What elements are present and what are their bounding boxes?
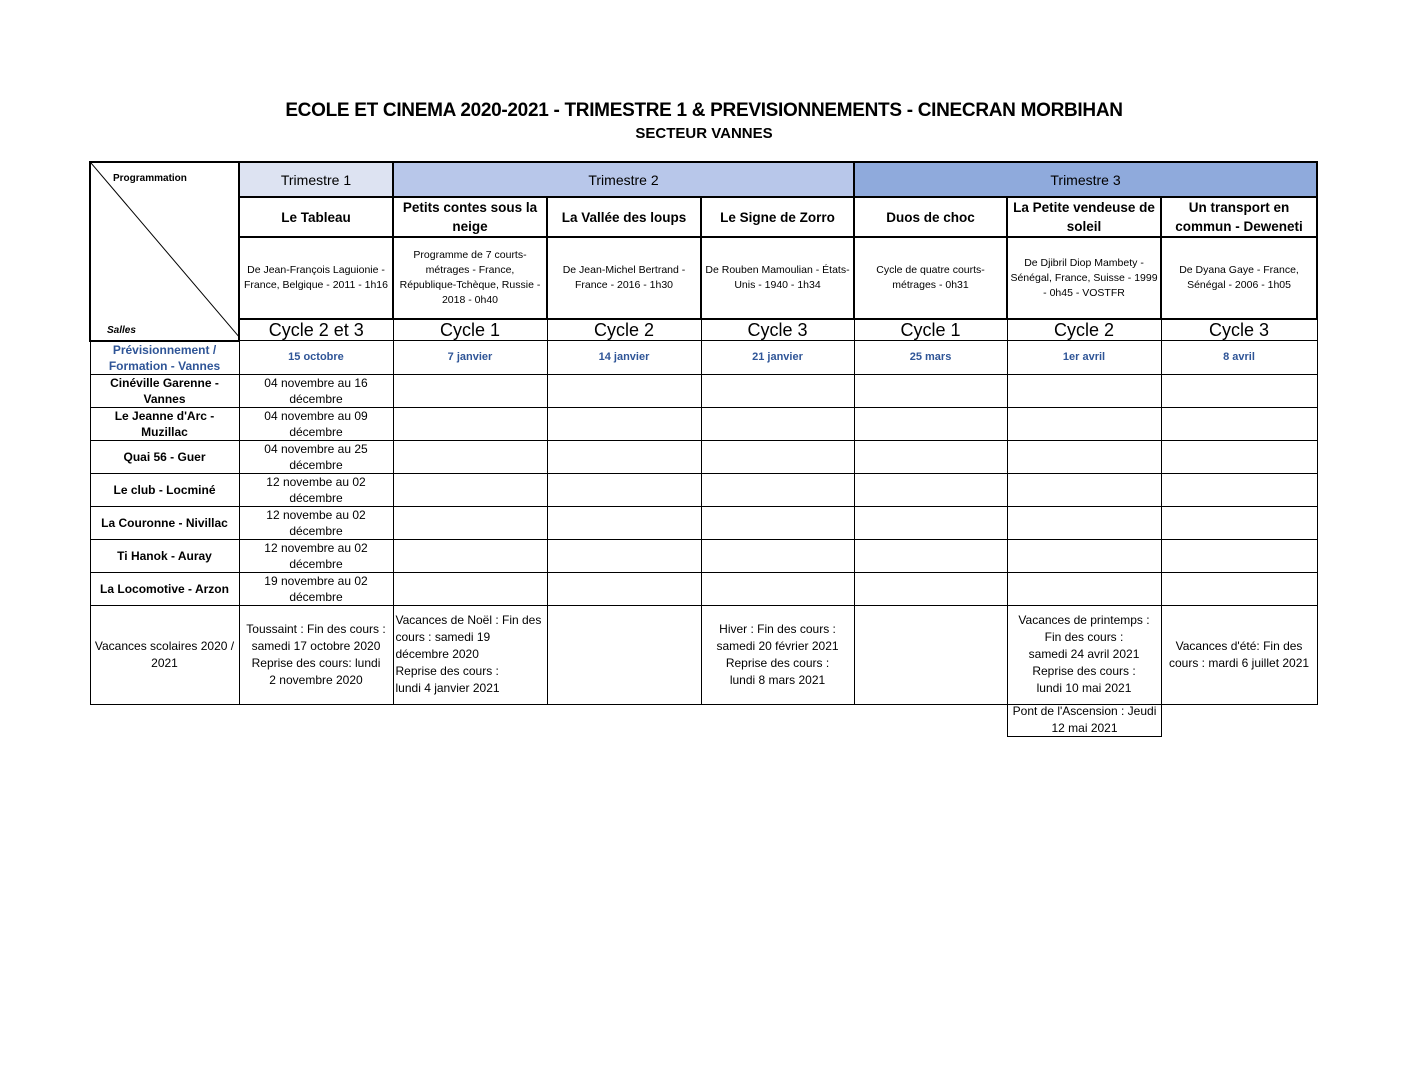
film-cycle: Cycle 2 xyxy=(1007,319,1161,341)
holiday-line: samedi 20 février 2021 xyxy=(716,638,839,653)
trimester-1-header: Trimestre 1 xyxy=(239,162,393,197)
holiday-line: cours : mardi 6 juillet 2021 xyxy=(1168,655,1310,670)
holiday-line: Fin des cours : xyxy=(1044,630,1124,644)
holiday-info xyxy=(393,605,547,704)
holiday-line: Reprise des cours : xyxy=(1032,664,1136,678)
preview-date: 14 janvier xyxy=(547,341,701,375)
cinema-name: La Locomotive - Arzon xyxy=(90,572,239,605)
cinema-name: Cinéville Garenne - Vannes xyxy=(90,374,239,407)
cinema-name: Le club - Locminé xyxy=(90,473,239,506)
holidays-row xyxy=(90,605,1317,704)
holiday-line: lundi 8 mars 2021 xyxy=(729,672,826,687)
header-corner-cell xyxy=(90,162,239,341)
holiday-line: Pont de l'Ascension : Jeudi xyxy=(1012,704,1157,718)
screening-dates: 19 novembre au 02 décembre xyxy=(239,572,393,605)
holiday-info xyxy=(1007,605,1161,704)
holiday-info xyxy=(1161,605,1317,704)
preview-label: Prévisionnement / Formation - Vannes xyxy=(90,341,239,375)
film-cycle: Cycle 3 xyxy=(1161,319,1317,341)
film-title: La Vallée des loups xyxy=(547,197,701,237)
preview-date: 8 avril xyxy=(1161,341,1317,375)
film-description: De Jean-François Laguionie - France, Belgique - 2011 - 1h16 xyxy=(239,237,393,319)
holidays-label: Vacances scolaires 2020 / 2021 xyxy=(90,605,239,704)
document-title: ECOLE ET CINEMA 2020-2021 - TRIMESTRE 1 & PREVISIONNEMENTS - CINECRAN MORBIHAN xyxy=(285,100,1123,121)
cinema-name: Le Jeanne d'Arc - Muzillac xyxy=(90,407,239,440)
preview-date: 7 janvier xyxy=(393,341,547,375)
trimester-2-header: Trimestre 2 xyxy=(393,162,854,197)
cycle-row xyxy=(90,319,1317,341)
film-cycle: Cycle 3 xyxy=(701,319,854,341)
trimester-row xyxy=(90,162,1317,197)
holiday-line: samedi 24 avril 2021 xyxy=(1028,647,1140,661)
holiday-line: Vacances d'été: Fin des xyxy=(1175,638,1303,653)
film-description: De Jean-Michel Bertrand - France - 2016 - 1h30 xyxy=(547,237,701,319)
cinema-name: La Couronne - Nivillac xyxy=(90,506,239,539)
holiday-line: 2 novembre 2020 xyxy=(269,672,363,687)
film-cycle: Cycle 2 et 3 xyxy=(239,319,393,341)
ascension-holiday-note xyxy=(1007,703,1162,737)
film-title: Duos de choc xyxy=(854,197,1007,237)
preview-row xyxy=(90,341,1317,375)
holiday-line: lundi 4 janvier 2021 xyxy=(395,681,500,695)
cinema-name: Ti Hanok - Auray xyxy=(90,539,239,572)
cinema-name: Quai 56 - Guer xyxy=(90,440,239,473)
screening-dates: 12 novembe au 02 décembre xyxy=(239,473,393,506)
cinema-row xyxy=(90,506,1317,539)
film-description-row xyxy=(90,237,1317,319)
screening-dates: 04 novembre au 25 décembre xyxy=(239,440,393,473)
film-description: De Dyana Gaye - France, Sénégal - 2006 - 1h05 xyxy=(1161,237,1317,319)
screening-dates: 04 novembre au 09 décembre xyxy=(239,407,393,440)
holiday-info xyxy=(239,605,393,704)
film-title-row xyxy=(90,197,1317,237)
film-title: Le Tableau xyxy=(239,197,393,237)
film-title: Le Signe de Zorro xyxy=(701,197,854,237)
diagonal-line xyxy=(91,163,239,338)
film-title: Un transport en commun - Deweneti xyxy=(1161,197,1317,237)
holiday-line: Reprise des cours: lundi xyxy=(251,655,381,670)
holiday-line: Vacances de printemps : xyxy=(1018,613,1150,627)
screening-dates: 12 novembre au 02 décembre xyxy=(239,539,393,572)
cinema-row xyxy=(90,473,1317,506)
cinema-row xyxy=(90,374,1317,407)
holiday-line: Hiver : Fin des cours : xyxy=(719,621,836,636)
preview-date: 15 octobre xyxy=(239,341,393,375)
holiday-line: Reprise des cours : xyxy=(395,664,499,678)
film-title: La Petite vendeuse de soleil xyxy=(1007,197,1161,237)
cinema-row xyxy=(90,572,1317,605)
film-description: De Djibril Diop Mambety - Sénégal, France, Suisse - 1999 - 0h45 - VOSTFR xyxy=(1007,237,1161,319)
holiday-line: samedi 17 octobre 2020 xyxy=(251,638,381,653)
holiday-info xyxy=(854,605,1007,704)
screening-dates: 04 novembre au 16 décembre xyxy=(239,374,393,407)
cinema-row xyxy=(90,440,1317,473)
holiday-line: décembre 2020 xyxy=(395,647,479,661)
film-cycle: Cycle 1 xyxy=(393,319,547,341)
preview-date: 1er avril xyxy=(1007,341,1161,375)
cinema-row xyxy=(90,407,1317,440)
trimester-3-header: Trimestre 3 xyxy=(854,162,1317,197)
film-cycle: Cycle 2 xyxy=(547,319,701,341)
holiday-line: Reprise des cours : xyxy=(725,655,830,670)
film-title: Petits contes sous la neige xyxy=(393,197,547,237)
holiday-info xyxy=(547,605,701,704)
holiday-info xyxy=(701,605,854,704)
film-description: De Rouben Mamoulian - États-Unis - 1940 - 1h34 xyxy=(701,237,854,319)
film-description: Programme de 7 courts-métrages - France, République-Tchèque, Russie - 2018 - 0h40 xyxy=(393,237,547,319)
holiday-line: cours : samedi 19 xyxy=(395,630,491,644)
schedule-table xyxy=(89,161,1318,705)
corner-label-programmation: Programmation xyxy=(113,173,187,184)
screening-dates: 12 novembe au 02 décembre xyxy=(239,506,393,539)
holiday-line: 12 mai 2021 xyxy=(1051,721,1118,735)
corner-label-salles: Salles xyxy=(107,324,136,336)
preview-date: 21 janvier xyxy=(701,341,854,375)
holiday-line: Vacances de Noël : Fin des xyxy=(395,613,542,627)
holiday-line: lundi 10 mai 2021 xyxy=(1036,681,1132,695)
holiday-line: Toussaint : Fin des cours : xyxy=(246,621,386,636)
preview-date: 25 mars xyxy=(854,341,1007,375)
film-description: Cycle de quatre courts-métrages - 0h31 xyxy=(854,237,1007,319)
document-subtitle: SECTEUR VANNES xyxy=(635,125,773,142)
cinema-row xyxy=(90,539,1317,572)
film-cycle: Cycle 1 xyxy=(854,319,1007,341)
